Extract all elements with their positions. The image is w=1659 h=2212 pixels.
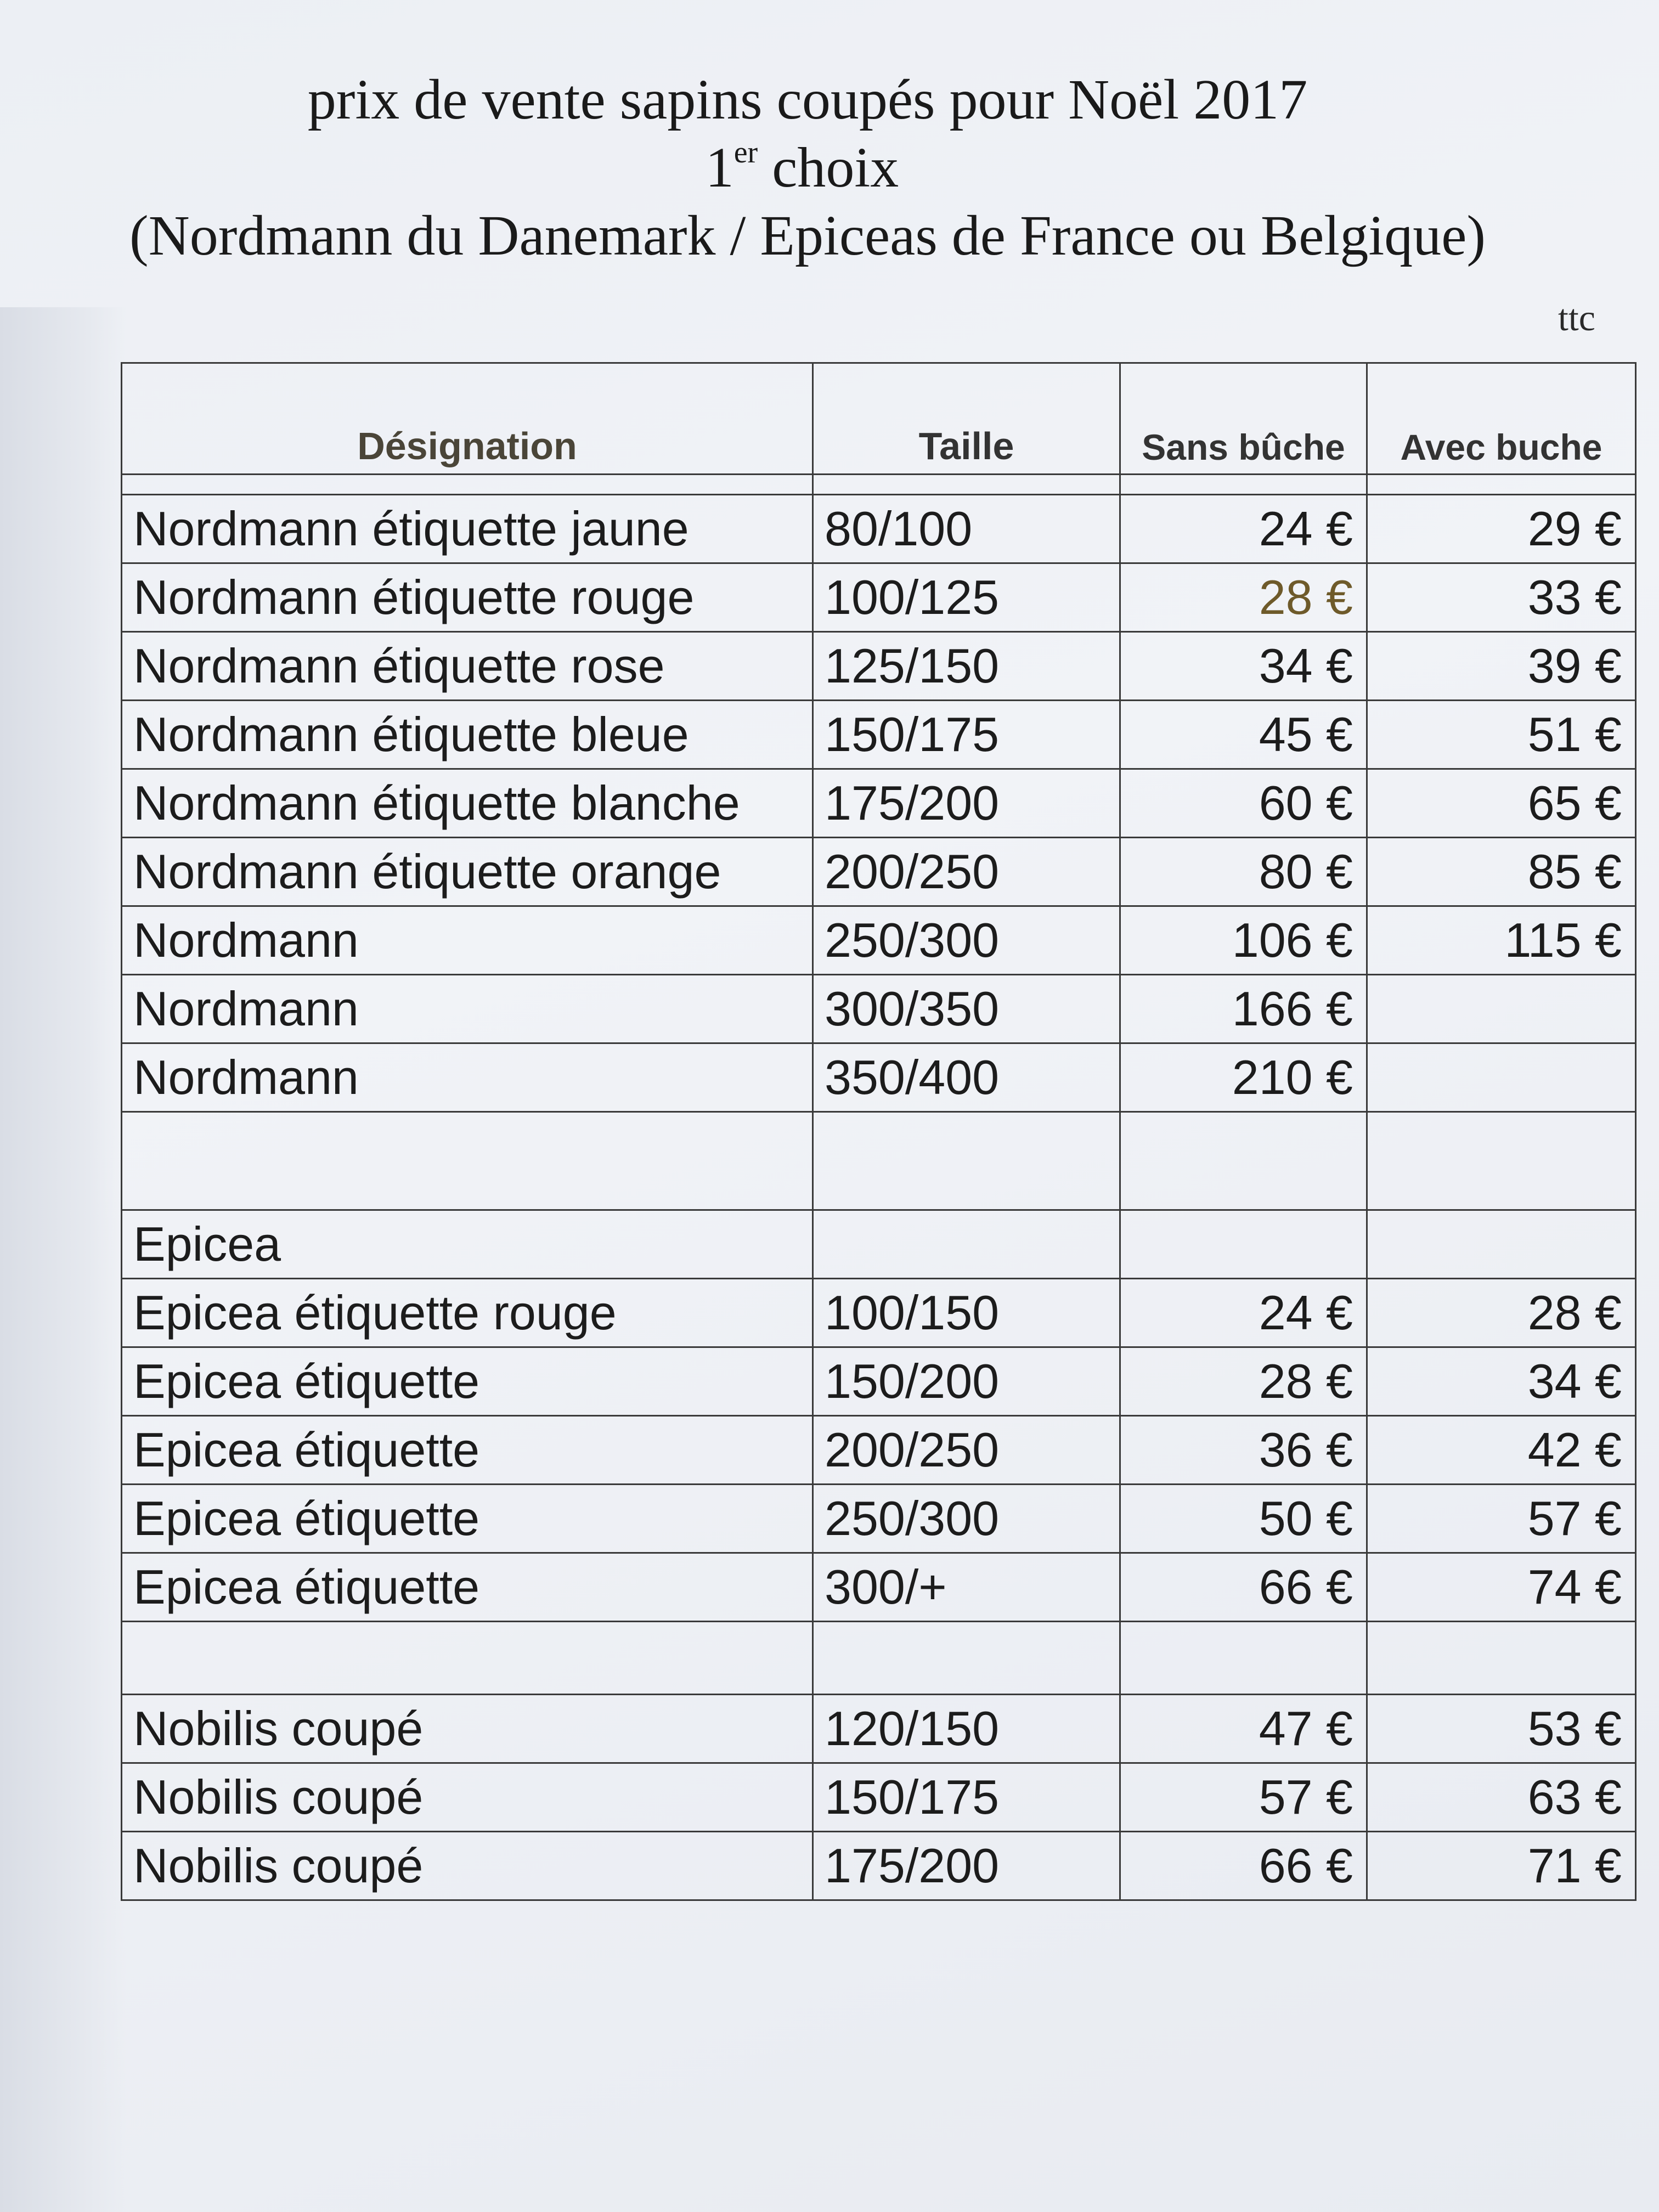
cell-avec-buche: 71 € <box>1367 1832 1636 1900</box>
cell-sans-buche: 66 € <box>1120 1832 1367 1900</box>
table-row <box>122 563 1636 632</box>
cell-taille: 250/300 <box>813 906 1120 975</box>
cell-taille: 100/150 <box>813 1279 1120 1347</box>
paper-fold-shadow <box>0 307 126 2212</box>
cell-avec-buche: 53 € <box>1367 1695 1636 1763</box>
cell-sans-buche: 66 € <box>1120 1553 1367 1622</box>
blank-row <box>122 1622 1636 1695</box>
cell-avec-buche: 85 € <box>1367 838 1636 906</box>
cell-designation: Epicea étiquette rouge <box>122 1279 813 1347</box>
table-row <box>122 1695 1636 1763</box>
empty-cell <box>1367 1210 1636 1279</box>
cell-sans-buche: 36 € <box>1120 1416 1367 1485</box>
table-row <box>122 1347 1636 1416</box>
header-sans-buche: Sans bûche <box>1120 363 1367 475</box>
table-row <box>122 1763 1636 1832</box>
cell-designation: Nordmann étiquette rouge <box>122 563 813 632</box>
cell-taille: 175/200 <box>813 769 1120 838</box>
cell-designation: Nordmann étiquette orange <box>122 838 813 906</box>
cell-designation: Nordmann étiquette bleue <box>122 701 813 769</box>
table-row <box>122 1553 1636 1622</box>
cell-sans-buche: 57 € <box>1120 1763 1367 1832</box>
table-row <box>122 1043 1636 1112</box>
blank-row <box>122 1112 1636 1210</box>
table-row <box>122 495 1636 563</box>
cell-sans-buche: 50 € <box>1120 1485 1367 1553</box>
cell-avec-buche: 29 € <box>1367 495 1636 563</box>
cell-designation: Epicea étiquette <box>122 1553 813 1622</box>
cell-sans-buche: 60 € <box>1120 769 1367 838</box>
section-row-epicea <box>122 1210 1636 1279</box>
cell-designation: Epicea étiquette <box>122 1485 813 1553</box>
cell-designation: Epicea étiquette <box>122 1416 813 1485</box>
cell-avec-buche: 57 € <box>1367 1485 1636 1553</box>
choice-superscript: er <box>733 136 758 170</box>
cell-sans-buche: 210 € <box>1120 1043 1367 1112</box>
cell-avec-buche: 65 € <box>1367 769 1636 838</box>
cell-taille: 250/300 <box>813 1485 1120 1553</box>
cell-taille: 200/250 <box>813 1416 1120 1485</box>
cell-designation: Nordmann <box>122 975 813 1043</box>
choice-number: 1 <box>705 136 734 199</box>
table-row <box>122 769 1636 838</box>
table-row <box>122 701 1636 769</box>
cell-taille: 175/200 <box>813 1832 1120 1900</box>
empty-cell <box>1120 1112 1367 1210</box>
cell-designation: Nordmann <box>122 906 813 975</box>
table-row <box>122 906 1636 975</box>
cell-taille: 150/175 <box>813 1763 1120 1832</box>
table-row <box>122 1485 1636 1553</box>
cell-sans-buche: 28 € <box>1120 563 1367 632</box>
header-designation: Désignation <box>122 363 813 475</box>
table-row <box>122 632 1636 701</box>
empty-cell <box>813 1210 1120 1279</box>
empty-cell <box>122 1112 813 1210</box>
ttc-label: ttc <box>1558 297 1595 338</box>
cell-taille: 80/100 <box>813 495 1120 563</box>
section-label: Epicea <box>122 1210 813 1279</box>
cell-sans-buche: 45 € <box>1120 701 1367 769</box>
cell-sans-buche: 80 € <box>1120 838 1367 906</box>
cell-sans-buche: 24 € <box>1120 495 1367 563</box>
cell-sans-buche: 34 € <box>1120 632 1367 701</box>
cell-taille: 100/125 <box>813 563 1120 632</box>
cell-taille: 200/250 <box>813 838 1120 906</box>
page-title: prix de vente sapins coupés pour Noël 2017 <box>307 68 1308 131</box>
cell-sans-buche: 166 € <box>1120 975 1367 1043</box>
empty-cell <box>122 1622 813 1695</box>
cell-avec-buche: 28 € <box>1367 1279 1636 1347</box>
price-table <box>121 362 1637 1901</box>
cell-designation: Epicea étiquette <box>122 1347 813 1416</box>
table-row <box>122 1832 1636 1900</box>
empty-cell <box>1367 1622 1636 1695</box>
cell-sans-buche: 106 € <box>1120 906 1367 975</box>
cell-taille: 125/150 <box>813 632 1120 701</box>
table-row <box>122 838 1636 906</box>
cell-avec-buche: 115 € <box>1367 906 1636 975</box>
empty-cell <box>1120 1210 1367 1279</box>
table-row <box>122 975 1636 1043</box>
cell-avec-buche: 33 € <box>1367 563 1636 632</box>
table-row <box>122 1416 1636 1485</box>
choice-word: choix <box>758 136 899 199</box>
cell-avec-buche: 34 € <box>1367 1347 1636 1416</box>
cell-designation: Nobilis coupé <box>122 1695 813 1763</box>
cell-sans-buche: 28 € <box>1120 1347 1367 1416</box>
empty-cell <box>813 1112 1120 1210</box>
cell-taille: 150/200 <box>813 1347 1120 1416</box>
cell-designation: Nordmann étiquette blanche <box>122 769 813 838</box>
empty-cell <box>1367 1112 1636 1210</box>
cell-designation: Nordmann étiquette jaune <box>122 495 813 563</box>
title-block <box>0 66 1659 270</box>
cell-avec-buche: 51 € <box>1367 701 1636 769</box>
empty-cell <box>1120 1622 1367 1695</box>
table-row <box>122 1279 1636 1347</box>
header-spacer-row <box>122 475 1636 495</box>
cell-taille: 350/400 <box>813 1043 1120 1112</box>
cell-designation: Nordmann <box>122 1043 813 1112</box>
header-taille: Taille <box>813 363 1120 475</box>
empty-cell <box>813 1622 1120 1695</box>
table-header-row <box>122 363 1636 475</box>
header-avec-buche: Avec buche <box>1367 363 1636 475</box>
cell-avec-buche: 74 € <box>1367 1553 1636 1622</box>
cell-sans-buche: 47 € <box>1120 1695 1367 1763</box>
cell-avec-buche <box>1367 1043 1636 1112</box>
cell-designation: Nobilis coupé <box>122 1832 813 1900</box>
cell-taille: 300/350 <box>813 975 1120 1043</box>
cell-taille: 300/+ <box>813 1553 1120 1622</box>
cell-avec-buche: 39 € <box>1367 632 1636 701</box>
table-body <box>122 475 1636 1900</box>
cell-designation: Nordmann étiquette rose <box>122 632 813 701</box>
choice-subtitle <box>0 134 1659 202</box>
origin-subtitle: (Nordmann du Danemark / Epiceas de France ou Belgique) <box>129 204 1486 267</box>
cell-taille: 120/150 <box>813 1695 1120 1763</box>
cell-avec-buche: 63 € <box>1367 1763 1636 1832</box>
cell-designation: Nobilis coupé <box>122 1763 813 1832</box>
cell-sans-buche: 24 € <box>1120 1279 1367 1347</box>
cell-taille: 150/175 <box>813 701 1120 769</box>
cell-avec-buche: 42 € <box>1367 1416 1636 1485</box>
cell-avec-buche <box>1367 975 1636 1043</box>
